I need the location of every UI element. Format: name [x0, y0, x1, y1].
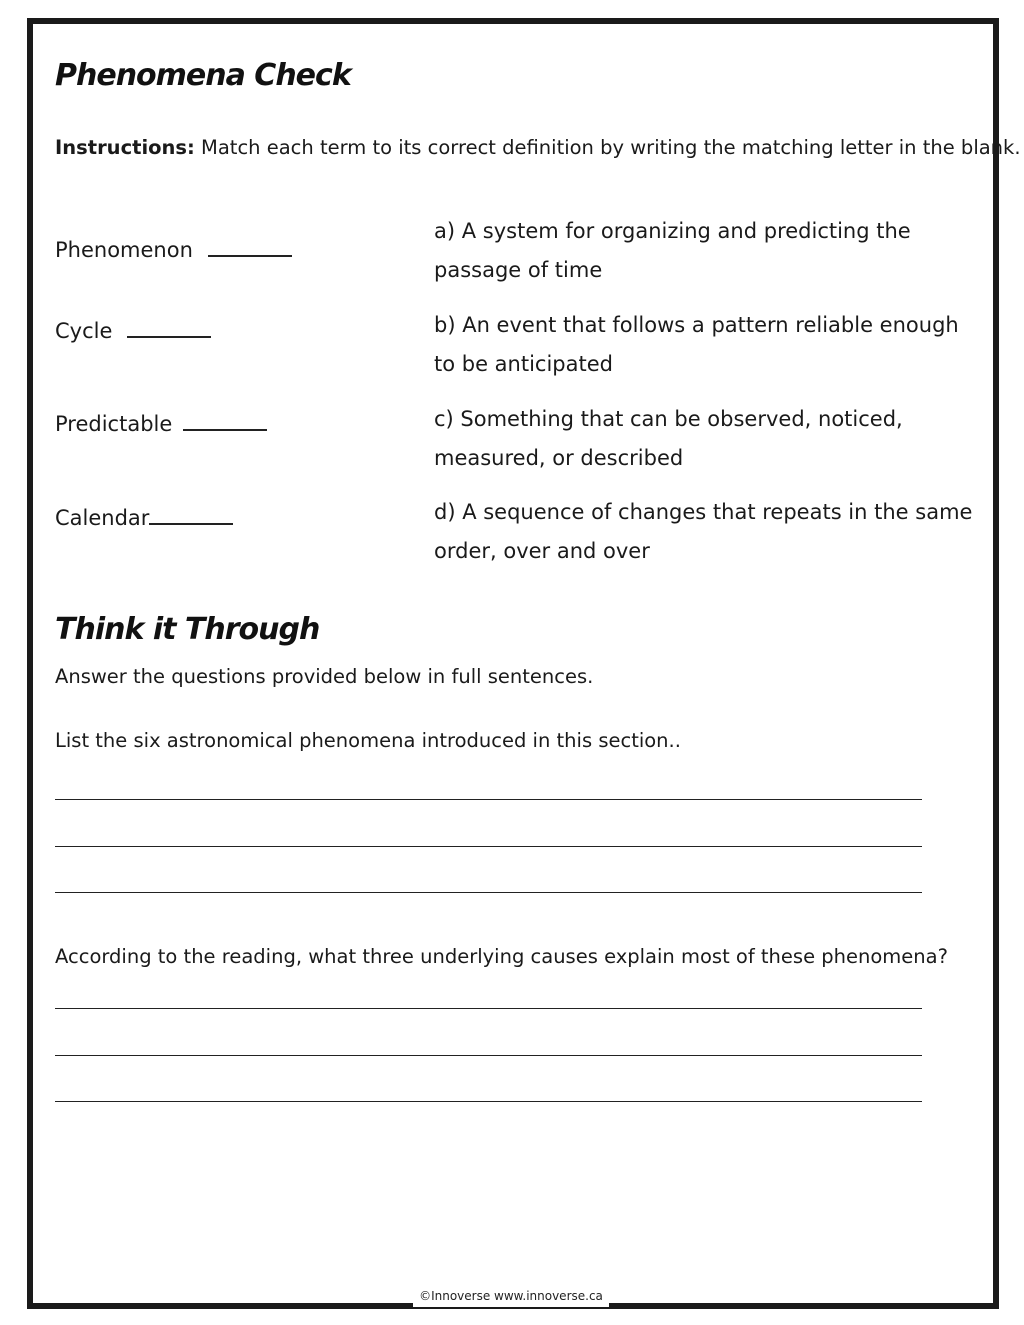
- answer-line[interactable]: [55, 1101, 922, 1102]
- term-label: Predictable: [55, 412, 173, 436]
- answer-line[interactable]: [55, 799, 922, 800]
- definition-c: c) Something that can be observed, noticed, measured, or described: [434, 407, 903, 470]
- term-row: [55, 411, 267, 436]
- term-row: [55, 505, 233, 530]
- answer-line[interactable]: [55, 892, 922, 893]
- term-label: Phenomenon: [55, 238, 193, 262]
- answer-blank[interactable]: [149, 505, 233, 525]
- footer-copyright: ©Innoverse www.innoverse.ca: [419, 1289, 603, 1303]
- answer-blank[interactable]: [127, 318, 211, 338]
- section-subtitle: Answer the questions provided below in full sentences.: [55, 665, 594, 688]
- answer-line[interactable]: [55, 1008, 922, 1009]
- definition-a: a) A system for organizing and predicting the passage of time: [434, 219, 911, 282]
- instructions: [55, 136, 1021, 159]
- term-row: [55, 237, 292, 262]
- answer-blank[interactable]: [208, 237, 292, 257]
- instructions-text: Match each term to its correct definition by writing the matching letter in the blank.: [194, 136, 1021, 159]
- question-1: List the six astronomical phenomena introduced in this section..: [55, 729, 681, 752]
- definition-d: d) A sequence of changes that repeats in the same order, over and over: [434, 500, 973, 563]
- instructions-label: Instructions:: [55, 136, 195, 159]
- section-title-phenomena-check: Phenomena Check: [55, 58, 351, 93]
- answer-blank[interactable]: [183, 411, 267, 431]
- term-row: [55, 318, 211, 343]
- term-label: Cycle: [55, 319, 113, 343]
- section-title-think-it-through: Think it Through: [55, 612, 320, 647]
- answer-line[interactable]: [55, 1055, 922, 1056]
- definition-b: b) An event that follows a pattern reliable enough to be anticipated: [434, 313, 959, 376]
- question-2: According to the reading, what three underlying causes explain most of these phenomena?: [55, 945, 948, 968]
- answer-line[interactable]: [55, 846, 922, 847]
- term-label: Calendar: [55, 506, 150, 530]
